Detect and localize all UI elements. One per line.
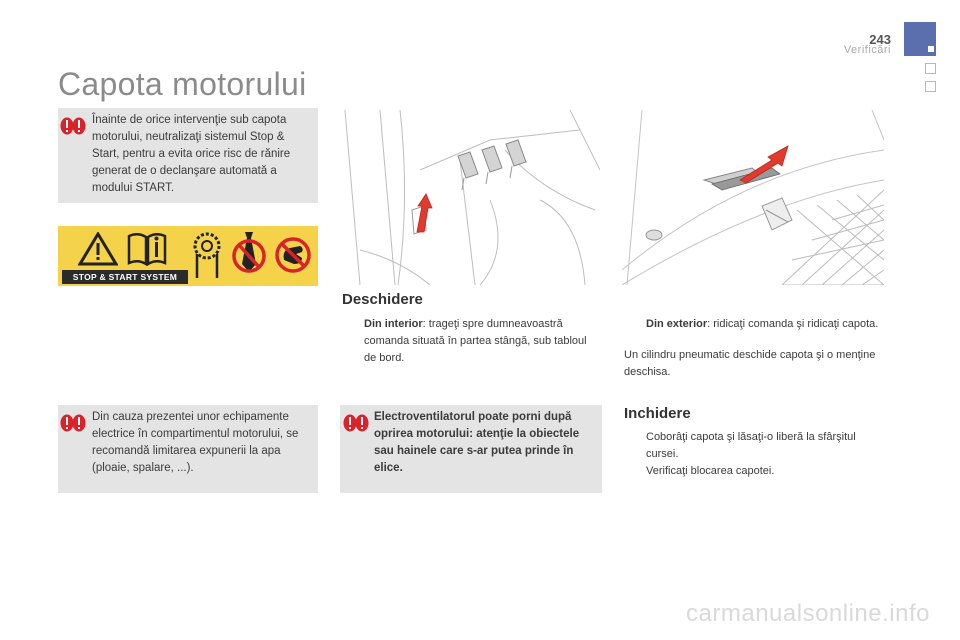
interior-label: Din interior bbox=[364, 318, 423, 330]
page-title: Capota motorului bbox=[58, 66, 307, 102]
exterior-label: Din exterior bbox=[646, 318, 708, 330]
page-number: 243 bbox=[869, 32, 891, 47]
bullet-close-step1 bbox=[624, 429, 886, 463]
section-name: Verificări bbox=[843, 44, 891, 56]
no-hand-icon bbox=[274, 236, 312, 274]
bullet-exterior bbox=[624, 316, 880, 333]
tab-marker-icon bbox=[928, 46, 934, 52]
cylinder-text: Un cilindru pneumatic deschide capota şi o menţine deschisa. bbox=[624, 349, 876, 378]
opening-heading: Deschidere bbox=[342, 291, 423, 308]
interior-lever-illustration bbox=[340, 110, 600, 285]
warning-text-fan: Electroventilatorul poate porni după oprirea motorului: atenţie la obiectele sau hainele care s-ar putea prinde în elice. bbox=[374, 411, 580, 474]
warning-icon bbox=[343, 414, 369, 432]
warning-icon bbox=[60, 414, 86, 432]
fan-belt-icon bbox=[192, 230, 222, 282]
warning-text-electric: Din cauza prezentei unor echipamente electrice în compartimentul motorului, se recomandă limitarea expunerii la apa (ploaie, spalare, ...). bbox=[92, 411, 299, 474]
warning-triangle-icon bbox=[78, 232, 118, 266]
exterior-text: : ridicaţi comanda şi ridicaţi capota. bbox=[707, 318, 879, 330]
manual-book-icon bbox=[126, 232, 168, 266]
close-step2-text: Verificaţi blocarea capotei. bbox=[646, 465, 775, 477]
bullet-interior bbox=[342, 316, 594, 367]
interior-text: : trageţi spre dumneavoastră comanda situată în partea stângă, sub tabloul de bord. bbox=[364, 318, 587, 364]
section-tab[interactable] bbox=[925, 81, 936, 92]
close-step1-text: Coborâţi capota şi lăsaţi-o liberă la sfârşitul cursei. bbox=[646, 431, 856, 460]
section-tab-active[interactable] bbox=[904, 22, 936, 56]
warning-text-stop-start: Înainte de orice intervenţie sub capota motorului, neutralizaţi sistemul Stop & Start, pentru a evita orice risc de rănire generat de o declanşare automată a modului START. bbox=[92, 114, 291, 194]
closing-heading: Inchidere bbox=[624, 405, 691, 422]
bullet-close-step2 bbox=[624, 463, 886, 480]
watermark: carmanualsonline.info bbox=[686, 600, 930, 627]
stop-start-system-label: STOP & START SYSTEM bbox=[62, 270, 188, 284]
no-tie-icon bbox=[232, 230, 266, 282]
warning-icon bbox=[60, 117, 86, 135]
exterior-lever-illustration bbox=[622, 110, 884, 285]
section-tab[interactable] bbox=[925, 63, 936, 74]
